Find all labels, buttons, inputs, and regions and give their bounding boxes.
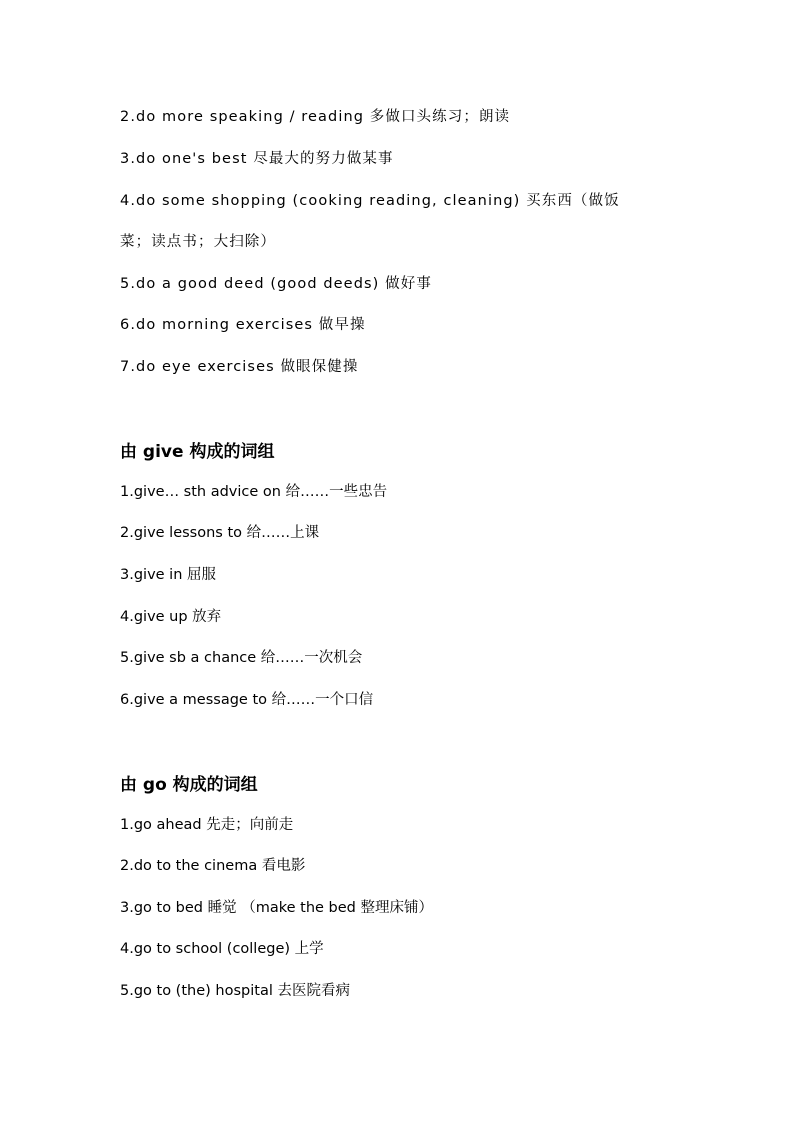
phrase-item: 5.do a good deed (good deeds) 做好事: [120, 276, 432, 292]
section-heading-go: 由 go 构成的词组: [120, 775, 258, 795]
phrase-item: 4.do some shopping (cooking reading, cleaning) 买东西（做饭: [120, 193, 620, 209]
phrase-item: 2.do more speaking / reading 多做口头练习；朗读: [120, 109, 511, 125]
phrase-item: 1.go ahead 先走；向前走: [120, 817, 294, 833]
phrase-item: 6.do morning exercises 做早操: [120, 317, 366, 333]
phrase-item: 3.do one's best 尽最大的努力做某事: [120, 151, 394, 167]
phrase-item: 6.give a message to 给……一个口信: [120, 692, 374, 708]
phrase-item: 2.do to the cinema 看电影: [120, 858, 306, 874]
phrase-item: 5.give sb a chance 给……一次机会: [120, 650, 363, 666]
phrase-item: 4.go to school (college) 上学: [120, 941, 324, 957]
phrase-item: 5.go to (the) hospital 去医院看病: [120, 983, 350, 999]
phrase-item: 2.give lessons to 给……上课: [120, 525, 320, 541]
phrase-item: 7.do eye exercises 做眼保健操: [120, 359, 359, 375]
phrase-item: 菜；读点书；大扫除）: [120, 234, 276, 250]
phrase-item: 4.give up 放弃: [120, 609, 222, 625]
phrase-item: 1.give… sth advice on 给……一些忠告: [120, 484, 388, 500]
section-heading-give: 由 give 构成的词组: [120, 442, 275, 462]
phrase-item: 3.go to bed 睡觉 （make the bed 整理床铺）: [120, 900, 433, 916]
phrase-item: 3.give in 屈服: [120, 567, 217, 583]
